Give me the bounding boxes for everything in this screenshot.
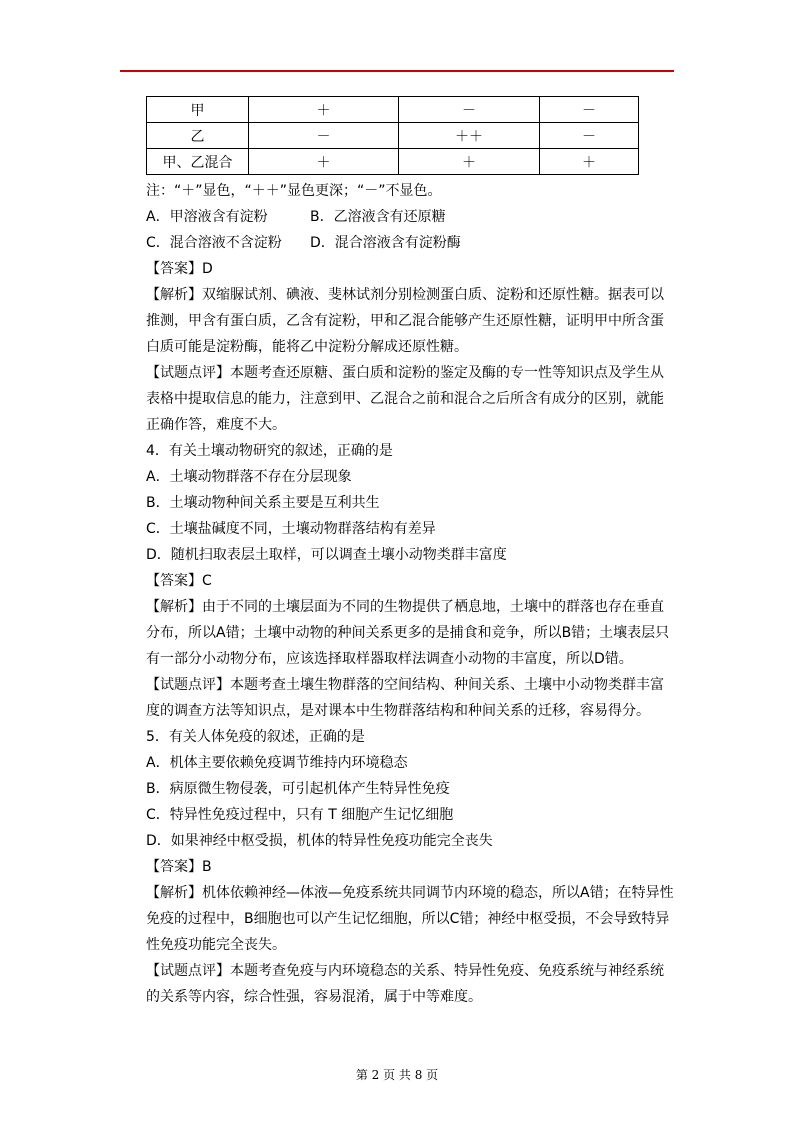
answer: 【答案】D — [146, 261, 213, 277]
comment: 【试题点评】本题考查土壤生物群落的空间结构、种间关系、土壤中小动物类群丰富度的调查方法等知识点，是对课本中生物群落结构和种间关系的迁移，容易得分。 — [146, 677, 664, 719]
option-a: A．甲溶液含有淀粉 — [146, 209, 268, 225]
table-note: 注：“＋”显色，“＋＋”显色更深；“－”不显色。 — [146, 183, 442, 199]
table-cell: ＋ — [399, 149, 540, 175]
option-d: D．如果神经中枢受损，机体的特异性免疫功能完全丧失 — [146, 833, 493, 849]
analysis: 【解析】双缩脲试剂、碘液、斐林试剂分别检测蛋白质、淀粉和还原性糖。据表可以推测，甲含有蛋白质，乙含有淀粉，甲和乙混合能够产生还原性糖，证明甲中所含蛋白质可能是淀粉酶，能将乙中淀粉分解成还原性糖。 — [146, 287, 664, 355]
option-c: C．特异性免疫过程中，只有 T 细胞产生记忆细胞 — [146, 807, 454, 823]
table-row — [147, 97, 639, 123]
option-d: D．随机扫取表层土取样，可以调查土壤小动物类群丰富度 — [146, 547, 507, 563]
table-cell: ＋ — [540, 149, 639, 175]
header-rule — [120, 70, 674, 72]
option-c: C．土壤盐碱度不同，土壤动物群落结构有差异 — [146, 521, 436, 537]
page-footer: 第 2 页 共 8 页 — [355, 1068, 439, 1082]
option-c: C．混合溶液不含淀粉 — [146, 235, 282, 251]
result-table — [146, 96, 639, 175]
question-stem: 4．有关土壤动物研究的叙述，正确的是 — [146, 443, 393, 459]
table-cell: ＋＋ — [399, 123, 540, 149]
table-cell: － — [399, 97, 540, 123]
table-cell: ＋ — [249, 97, 399, 123]
answer: 【答案】C — [146, 573, 212, 589]
analysis: 【解析】由于不同的土壤层面为不同的生物提供了栖息地，土壤中的群落也存在垂直分布，所以A错；土壤中动物的种间关系更多的是捕食和竞争，所以B错；土壤表层只有一部分小动物分布，应该选择取样器取样法调查小动物的丰富度，所以D错。 — [146, 599, 670, 667]
option-a: A．机体主要依赖免疫调节维持内环境稳态 — [146, 755, 408, 771]
options-row — [146, 230, 676, 256]
option-d: D．混合溶液含有淀粉酶 — [310, 235, 461, 251]
option-b: B．土壤动物种间关系主要是互利共生 — [146, 495, 380, 511]
table-cell: 甲 — [147, 97, 249, 123]
document-body — [146, 178, 676, 1010]
table-row — [147, 123, 639, 149]
question-stem: 5．有关人体免疫的叙述，正确的是 — [146, 729, 365, 745]
option-b: B．乙溶液含有还原糖 — [310, 209, 446, 225]
options-row — [146, 204, 676, 230]
analysis: 【解析】机体依赖神经—体液—免疫系统共同调节内环境的稳态，所以A错；在特异性免疫的过程中，B细胞也可以产生记忆细胞，所以C错；神经中枢受损，不会导致特异性免疫功能完全丧失。 — [146, 885, 674, 953]
option-b: B．病原微生物侵袭，可引起机体产生特异性免疫 — [146, 781, 450, 797]
comment: 【试题点评】本题考查还原糖、蛋白质和淀粉的鉴定及酶的专一性等知识点及学生从表格中提取信息的能力，注意到甲、乙混合之前和混合之后所含有成分的区别，就能正确作答，难度不大。 — [146, 365, 664, 433]
option-a: A．土壤动物群落不存在分层现象 — [146, 469, 352, 485]
table-cell: 乙 — [147, 123, 249, 149]
table-cell: － — [540, 123, 639, 149]
table-row — [147, 149, 639, 175]
table-cell: ＋ — [249, 149, 399, 175]
table-cell: － — [249, 123, 399, 149]
answer: 【答案】B — [146, 859, 212, 875]
table-cell: － — [540, 97, 639, 123]
table-cell: 甲、乙混合 — [147, 149, 249, 175]
comment: 【试题点评】本题考查免疫与内环境稳态的关系、特异性免疫、免疫系统与神经系统的关系等内容，综合性强，容易混淆，属于中等难度。 — [146, 963, 664, 1005]
